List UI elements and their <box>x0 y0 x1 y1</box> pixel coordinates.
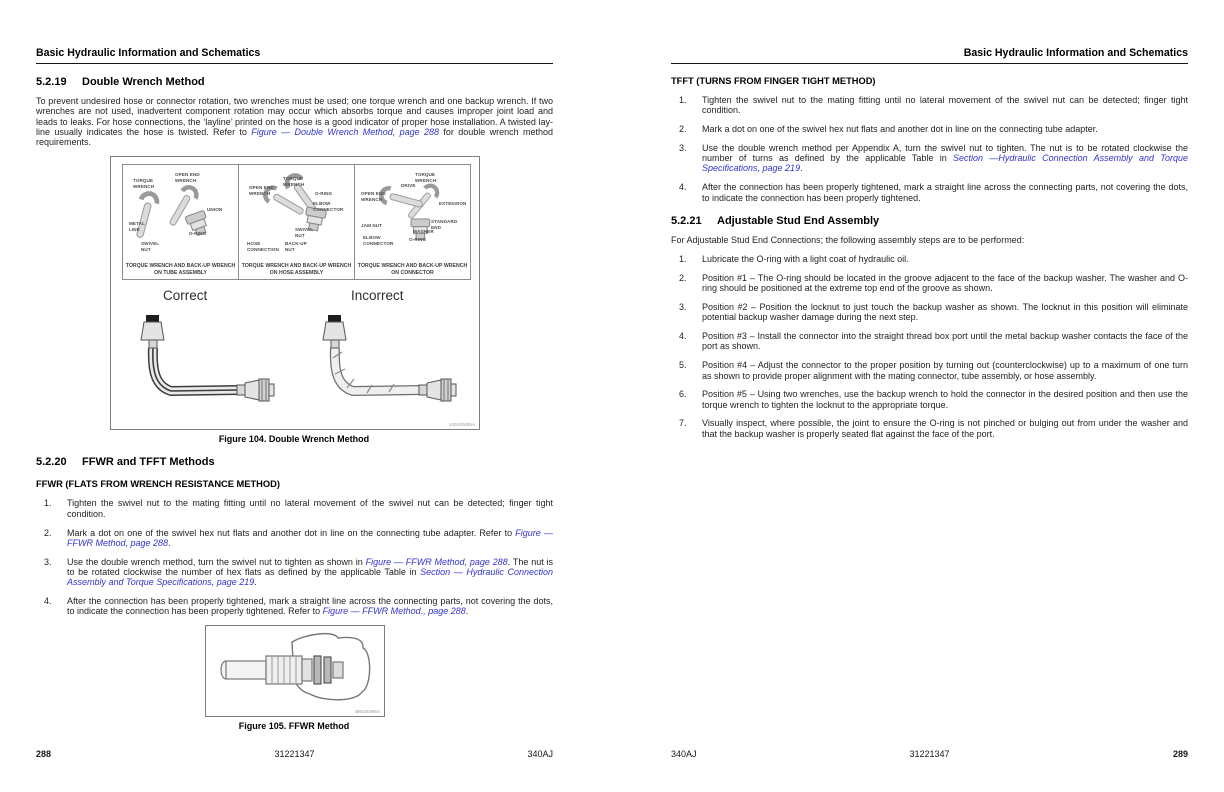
list-item-number: 3. <box>44 556 52 567</box>
footer-part-number: 31221347 <box>274 749 315 759</box>
figure-label: TORQUE WRENCH <box>415 172 437 183</box>
panel-caption: TORQUE WRENCH AND BACK-UP WRENCH ON TUBE ASSEMBLY <box>125 262 236 276</box>
text-run: Mark a dot on one of the swivel hex nut flats and another dot in line on the connecting tube adapter. Refer to <box>67 527 516 538</box>
section-heading-5-2-19 <box>36 76 553 88</box>
figure-label: OPEN END WRENCH <box>175 172 200 183</box>
list-item <box>671 254 1188 264</box>
figure-code: 1001004B9A <box>448 422 475 428</box>
list-item-text <box>67 498 553 519</box>
text-run: Position #5 – Using two wrenches, use the backup wrench to hold the connector in the desired position and then use the torque wrench to tighten the locknut to the appropriate torque. <box>702 389 1188 410</box>
correct-label: Correct <box>163 288 208 304</box>
figure-label: O-RING <box>189 231 207 237</box>
list-item-number: 2. <box>679 272 687 283</box>
list-item <box>671 95 1188 116</box>
list-item <box>671 302 1188 323</box>
hose-incorrect-drawing <box>307 310 457 422</box>
section-heading-5-2-21 <box>671 215 1188 227</box>
text-run: Position #4 – Adjust the connector to the proper position by turning out (counterclockwise) up to a maximum of one turn as shown to provide proper alignment with the mating connector, tube assembly, or hose assembly. <box>702 360 1188 381</box>
figure-label: EXTENSION <box>439 201 467 207</box>
list-item-text <box>702 331 1188 352</box>
ffwr-subheading: FFWR (FLATS FROM WRENCH RESISTANCE METHOD) <box>36 479 280 490</box>
tfft-subheading: TFFT (TURNS FROM FINGER TIGHT METHOD) <box>671 76 876 86</box>
list-item-number: 4. <box>679 182 687 193</box>
list-item-text <box>702 389 1188 410</box>
text-run: Position #3 – Install the connector into the straight thread box port until the metal backup washer contacts the face of the port as shown. <box>702 331 1188 352</box>
figure-label: OPEN END WRENCH <box>361 191 386 202</box>
text-run: Position #2 – Position the locknut to just touch the backup washer as shown. The locknut in this position will eliminate potential backup washer damage during the next step. <box>702 302 1188 323</box>
text-run: After the connection has been properly tightened, mark a straight line across the connecting parts, not covering the dots, to indicate the connection has been properly tightened. <box>702 182 1188 203</box>
section-title: Adjustable Stud End Assembly <box>717 214 880 227</box>
page-left <box>36 0 553 792</box>
cross-reference-link[interactable]: Figure — FFWR Method., page 288 <box>322 606 466 617</box>
list-item-text <box>67 557 553 588</box>
figure-label: STANDARD END <box>431 219 458 230</box>
page-header: Basic Hydraulic Information and Schematics <box>671 47 1188 64</box>
ffwr-steps-list <box>36 498 553 616</box>
figure-panel-tube-assembly <box>122 164 239 280</box>
intro-paragraph <box>36 96 553 147</box>
footer-model-number: 340AJ <box>527 749 553 759</box>
list-item-text <box>67 596 553 617</box>
list-item-number: 1. <box>44 498 52 509</box>
text-run: Tighten the swivel nut to the mating fitting until no lateral movement of the swivel nut can be detected; finger tight condition. <box>67 498 553 519</box>
figure-label: DRIVE <box>401 183 416 189</box>
text-run: Mark a dot on one of the swivel hex nut flats and another dot in line on the connecting tube adapter. <box>702 124 1098 135</box>
figure-label: UNION <box>207 207 223 213</box>
list-item-text <box>702 143 1188 174</box>
cross-reference-link[interactable]: Section — Hydraulic Connection Assembly and Torque Specifications, page 219 <box>67 566 553 588</box>
list-item-number: 2. <box>679 124 687 135</box>
list-item <box>36 596 553 617</box>
figure-label: TORQUE WRENCH <box>283 176 305 187</box>
list-item <box>671 389 1188 410</box>
figure-label: ELBOW CONNECTOR <box>363 235 394 246</box>
section-number: 5.2.21 <box>671 214 702 227</box>
figure-label: HOSE CONNECTION <box>247 241 279 252</box>
tfft-steps-list <box>671 95 1188 203</box>
text-run: . <box>168 537 171 548</box>
figure-label: OPEN END WRENCH <box>249 185 274 196</box>
list-item <box>671 360 1188 381</box>
page-footer <box>36 749 553 759</box>
list-item-number: 4. <box>679 331 687 342</box>
text-run: Use the double wrench method, turn the swivel nut to tighten as shown in <box>67 556 366 567</box>
figure-label: O-RING <box>409 237 427 243</box>
list-item-number: 6. <box>679 389 687 400</box>
section-title: Double Wrench Method <box>82 76 205 88</box>
page-right <box>671 0 1188 792</box>
cross-reference-link[interactable]: Figure — FFWR Method, page 288 <box>67 527 553 548</box>
figure-label: ELBOW CONNECTOR <box>313 201 344 212</box>
list-item-text <box>702 360 1188 381</box>
page-footer <box>671 749 1188 759</box>
figure-104-box <box>110 156 480 430</box>
panel-caption: TORQUE WRENCH AND BACK-UP WRENCH ON HOSE ASSEMBLY <box>241 262 352 276</box>
list-item <box>36 528 553 549</box>
list-item-number: 1. <box>679 95 687 105</box>
figure-label: O-RING <box>315 191 333 197</box>
figure-label: TORQUE WRENCH <box>133 178 155 189</box>
list-item-text <box>702 418 1188 439</box>
list-item-text <box>702 95 1188 116</box>
panel-caption: TORQUE WRENCH AND BACK-UP WRENCH ON CONNECTOR <box>357 262 468 276</box>
text-run: Lubricate the O-ring with a light coat of hydraulic oil. <box>702 254 909 265</box>
footer-model-number: 340AJ <box>671 749 697 759</box>
cross-reference-link[interactable]: Figure — Double Wrench Method, page 288 <box>251 126 439 137</box>
figure-104-caption: Figure 104. Double Wrench Method <box>218 434 370 445</box>
list-item <box>671 418 1188 439</box>
figure-label: SWIVEL NUT <box>141 241 160 252</box>
figure-104-panels <box>122 164 470 280</box>
hose-correct-drawing <box>125 310 275 422</box>
list-item <box>671 331 1188 352</box>
text-run: Tighten the swivel nut to the mating fitting until no lateral movement of the swivel nut can be detected; finger tight condition. <box>702 95 1188 116</box>
figure-label: BACK-UP NUT <box>285 241 307 252</box>
list-item-text <box>702 273 1188 294</box>
figure-label: METAL LINE <box>129 221 145 232</box>
figure-label: JAM NUT <box>361 223 383 229</box>
list-item-number: 2. <box>44 527 52 538</box>
figure-105-box <box>205 625 385 717</box>
list-item-number: 7. <box>679 418 687 429</box>
stud-intro-paragraph: For Adjustable Stud End Connections; the following assembly steps are to be performed: <box>671 234 1025 245</box>
section-number: 5.2.19 <box>36 76 67 88</box>
cross-reference-link[interactable]: Section —Hydraulic Connection Assembly and Torque Specifications, page 219 <box>702 153 1188 174</box>
cross-reference-link[interactable]: Figure — FFWR Method, page 288 <box>365 556 508 567</box>
stud-steps-list <box>671 254 1188 439</box>
list-item-number: 5. <box>679 360 687 371</box>
footer-page-number: 289 <box>1172 749 1188 759</box>
figure-code: BM100466A <box>355 709 380 715</box>
text-run: Use the double wrench method per Appendix A, turn the swivel nut to tighten. The nut is to be rotated clockwise the number of turns as defined by the applicable Table in <box>702 142 1188 164</box>
list-item <box>36 498 553 519</box>
text-run: After the connection has been properly tightened, mark a straight line across the connecting parts, not covering the dots, to indicate the connection has been properly tightened. Refer to <box>67 596 553 617</box>
footer-part-number: 31221347 <box>909 749 950 759</box>
incorrect-label: Incorrect <box>351 288 404 304</box>
text-run: . The nut is to be rotated clockwise the number of hex flats as defined by the applicable Table in <box>67 556 554 577</box>
list-item <box>36 557 553 588</box>
text-run: Visually inspect, where possible, the joint to ensure the O-ring is not pinched or bulging out from under the washer and that the backup washer is properly seated flat against the face of the port. <box>702 418 1188 439</box>
list-item-text <box>702 182 1188 203</box>
list-item-text <box>702 124 1188 134</box>
figure-panel-hose-assembly <box>238 164 355 280</box>
text-run: To prevent undesired hose or connector rotation, two wrenches must be used; one torque wrench and one backup wrench. If two wrenches are not used, inadvertent component rotation may occur which absorbs torque and causes improper joint load and leads to leaks. For hose connections, the ‘layline’ printed on the hose is a good indicator of proper hose installation. A twisted lay-line usually indicates the hose is twisted. Refer to <box>36 96 553 137</box>
list-item-number: 1. <box>679 254 687 265</box>
text-run: . <box>465 606 469 617</box>
figure-label: WASHER <box>413 229 434 235</box>
figure-105-caption: Figure 105. FFWR Method <box>238 721 350 732</box>
fitting-drawing <box>206 626 382 714</box>
text-run: for double wrench method requirements. <box>36 126 553 148</box>
list-item-text <box>702 254 1188 264</box>
list-item-number: 3. <box>679 302 687 313</box>
list-item <box>671 143 1188 174</box>
section-heading-5-2-20 <box>36 456 553 468</box>
section-title: FFWR and TFFT Methods <box>82 456 215 469</box>
list-item-number: 3. <box>679 142 687 153</box>
text-run: Position #1 – The O-ring should be located in the groove adjacent to the face of the backup washer. The washer and O-ring should be positioned at the extreme top end of the groove as shown. <box>702 272 1188 294</box>
page-header: Basic Hydraulic Information and Schematics <box>36 47 553 64</box>
text-run: . <box>800 163 803 174</box>
figure-label: SWIVEL NUT <box>295 227 314 238</box>
section-number: 5.2.20 <box>36 456 67 469</box>
list-item-text <box>67 528 553 549</box>
figure-panel-connector <box>354 164 471 280</box>
list-item <box>671 273 1188 294</box>
list-item-text <box>702 302 1188 323</box>
list-item <box>671 182 1188 203</box>
list-item <box>671 124 1188 134</box>
list-item-number: 4. <box>44 596 52 607</box>
text-run: . <box>254 577 257 588</box>
footer-page-number: 288 <box>36 749 52 759</box>
